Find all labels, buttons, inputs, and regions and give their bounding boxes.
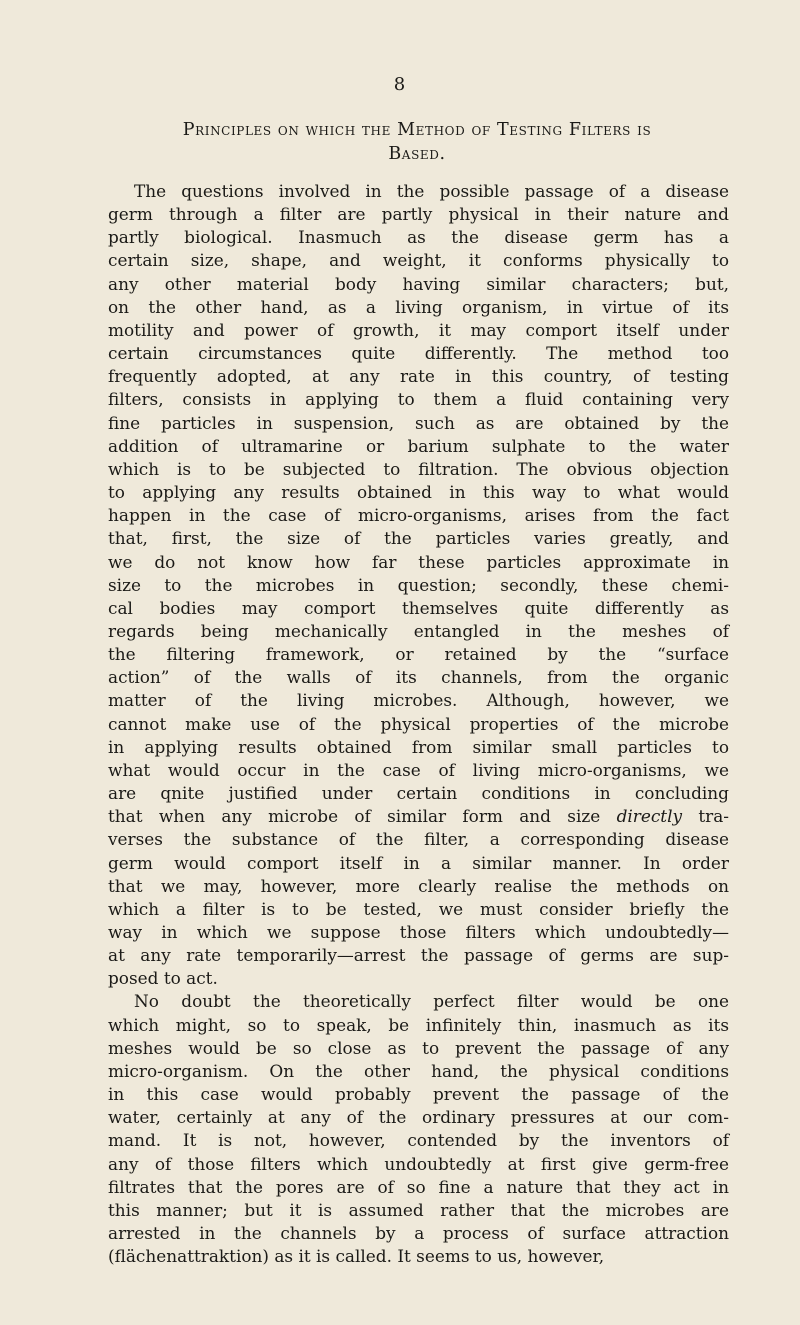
text-line: any of those filters which undoubtedly at first give germ-free bbox=[108, 1153, 729, 1174]
heading-line: Based. bbox=[388, 144, 446, 164]
body-text bbox=[108, 180, 729, 1268]
text-line: happen in the case of micro-organisms, arises from the fact bbox=[108, 505, 729, 526]
heading-line: Principles on which the Method of Testing Filters is bbox=[182, 120, 652, 140]
text-line: filtrates that the pores are of so fine a nature that they act in bbox=[108, 1176, 729, 1197]
text-line: No doubt the theoretically perfect filter would be one bbox=[134, 991, 729, 1012]
text-line: that, first, the size of the particles varies greatly, and bbox=[108, 528, 729, 549]
text-line: which might, so to speak, be infinitely thin, inasmuch as its bbox=[108, 1014, 729, 1035]
text-line: in this case would probably prevent the passage of the bbox=[108, 1084, 729, 1105]
page-number: 8 bbox=[393, 74, 407, 95]
text-line: The questions involved in the possible passage of a disease bbox=[134, 181, 729, 201]
text-line: germ would comport itself in a similar manner. In order bbox=[108, 852, 729, 873]
text-line: the filtering framework, or retained by the “surface bbox=[108, 644, 729, 665]
text-line: matter of the living microbes. Although, however, we bbox=[108, 690, 729, 711]
text-line: filters, consists in applying to them a fluid containing very bbox=[108, 389, 729, 410]
text-line: micro-organism. On the other hand, the physical conditions bbox=[108, 1060, 729, 1081]
text-line: size to the microbes in question; secondly, these chemi- bbox=[108, 574, 729, 595]
text-line: in applying results obtained from similar small particles to bbox=[108, 736, 729, 757]
text-line: partly biological. Inasmuch as the disease germ has a bbox=[108, 227, 729, 248]
text-line: that we may, however, more clearly realise the methods on bbox=[108, 875, 729, 896]
paragraph-2 bbox=[108, 990, 729, 1268]
text-line: way in which we suppose those filters which undoubtedly— bbox=[108, 922, 729, 942]
text-line: verses the substance of the filter, a corresponding disease bbox=[108, 829, 729, 850]
text-line: mand. It is not, however, contended by the inventors of bbox=[108, 1130, 729, 1151]
text-line: certain size, shape, and weight, it conforms physically to bbox=[108, 250, 729, 271]
text-line: that when any microbe of similar form and size directly tra- bbox=[108, 806, 729, 827]
text-line: arrested in the channels by a process of surface attraction bbox=[108, 1223, 729, 1244]
text-line: addition of ultramarine or barium sulphate to the water bbox=[108, 435, 729, 456]
section-heading bbox=[104, 118, 730, 166]
text-line: motility and power of growth, it may comport itself under bbox=[108, 319, 729, 340]
text-line: action” of the walls of its channels, from the organic bbox=[108, 667, 729, 688]
text-line: regards being mechanically entangled in the meshes of bbox=[108, 620, 729, 641]
text-line: frequently adopted, at any rate in this country, of testing bbox=[108, 366, 729, 387]
text-line: certain circumstances quite differently. The method too bbox=[108, 343, 729, 364]
text-line: meshes would be so close as to prevent the passage of any bbox=[108, 1037, 729, 1058]
paragraph-1 bbox=[108, 180, 729, 990]
text-line: at any rate temporarily—arrest the passage of germs are sup- bbox=[108, 945, 729, 966]
text-line: are qnite justified under certain conditions in concluding bbox=[108, 783, 729, 804]
text-line: (flächenattraktion) as it is called. It seems to us, however, bbox=[108, 1246, 605, 1267]
text-line: on the other hand, as a living organism, in virtue of its bbox=[108, 296, 729, 317]
text-line: water, certainly at any of the ordinary pressures at our com- bbox=[108, 1107, 729, 1128]
text-line: fine particles in suspension, such as are obtained by the bbox=[108, 412, 729, 433]
text-line: which a filter is to be tested, we must consider briefly the bbox=[108, 898, 729, 919]
text-line: posed to act. bbox=[108, 968, 218, 989]
text-line: cannot make use of the physical properties of the microbe bbox=[108, 713, 729, 734]
italic-phrase: directly bbox=[616, 806, 683, 827]
text-line: cal bodies may comport themselves quite differently as bbox=[108, 597, 729, 618]
text-line: this manner; but it is assumed rather that the microbes are bbox=[108, 1199, 729, 1220]
italic-tail: tra- bbox=[682, 806, 729, 827]
text-line: which is to be subjected to filtration. The obvious objection bbox=[108, 458, 729, 479]
text-line: any other material body having similar characters; but, bbox=[108, 273, 729, 294]
text-line: what would occur in the case of living micro-organisms, we bbox=[108, 759, 729, 780]
text-line: to applying any results obtained in this way to what would bbox=[108, 482, 729, 503]
text-line: we do not know how far these particles approximate in bbox=[108, 551, 729, 572]
text-line: germ through a filter are partly physical in their nature and bbox=[108, 204, 729, 225]
